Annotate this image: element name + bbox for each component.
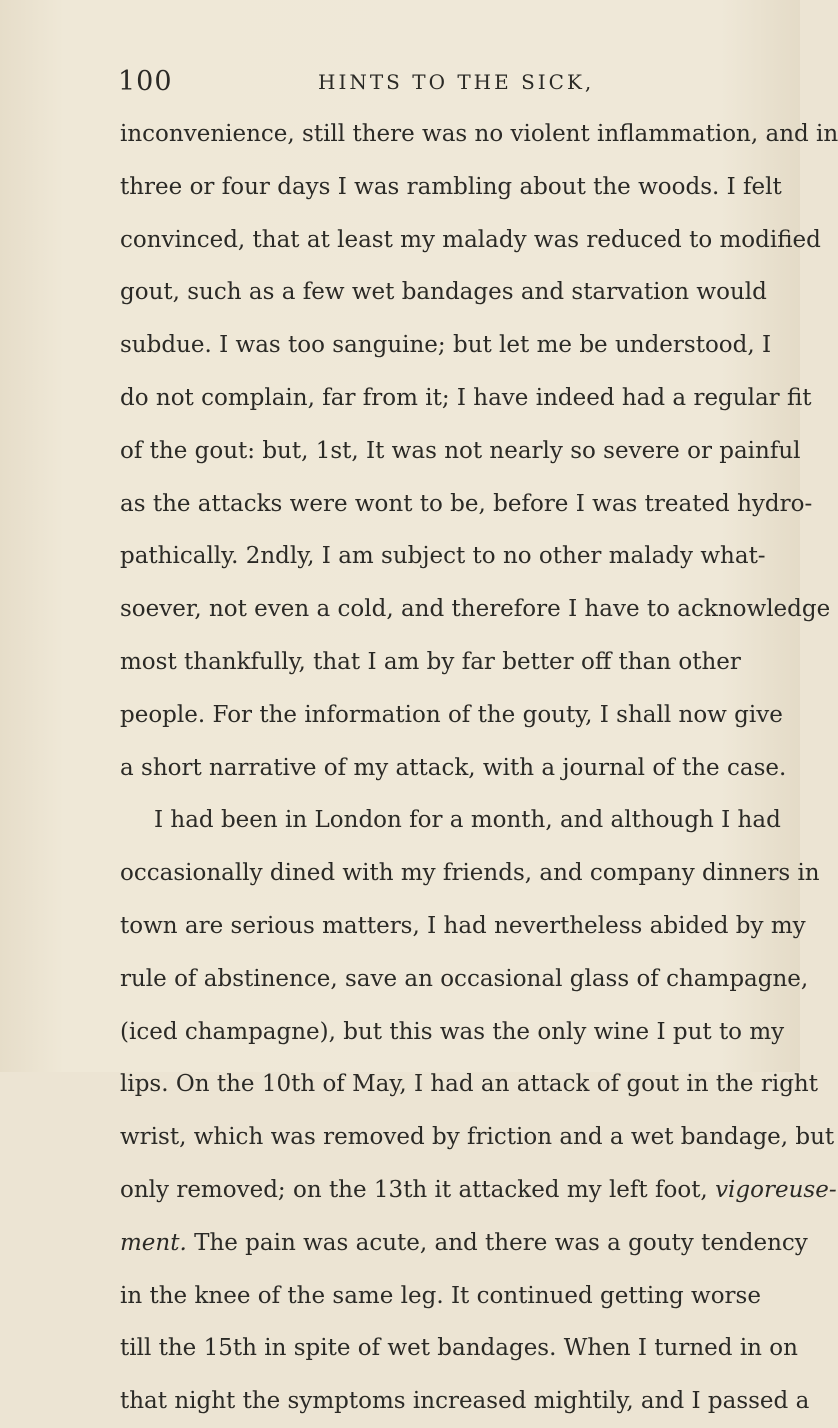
text-line: ment. The pain was acute, and there was a gouty tendency — [120, 1229, 808, 1256]
page-number: 100 — [118, 66, 173, 97]
text-line: most thankfully, that I am by far better off than other — [120, 648, 741, 675]
text-line: as the attacks were wont to be, before I was treated hydro- — [120, 490, 813, 517]
text-line: wrist, which was removed by friction and a wet bandage, but — [120, 1124, 835, 1151]
text-line: subdue. I was too sanguine; but let me be understood, I — [120, 332, 772, 359]
text-line: do not complain, far from it; I have indeed had a regular fit — [120, 384, 812, 411]
page-header — [118, 66, 718, 100]
text-line: rule of abstinence, save an occasional glass of champagne, — [120, 965, 809, 992]
text-line: occasionally dined with my friends, and company dinners in — [120, 860, 820, 887]
text-line: lips. On the 10th of May, I had an attack of gout in the right — [120, 1071, 818, 1098]
text-line: three or four days I was rambling about the woods. I felt — [120, 173, 782, 200]
text-line: pathically. 2ndly, I am subject to no other malady what- — [120, 543, 766, 570]
text-line-with-italic — [120, 1164, 837, 1217]
text-line: convinced, that at least my malady was reduced to modified — [120, 226, 821, 253]
body-text — [120, 108, 838, 1428]
text-segment: only removed; on the 13th it attacked my left foot, — [120, 1176, 708, 1203]
text-line: people. For the information of the gouty, I shall now give — [120, 701, 783, 728]
text-line: inconvenience, still there was no violent inflammation, and in — [120, 121, 838, 147]
text-line: (iced champagne), but this was the only wine I put to my — [120, 1018, 785, 1045]
text-line: of the gout: but, 1st, It was not nearly so severe or painful — [120, 437, 801, 464]
text-line: in the knee of the same leg. It continued getting worse — [120, 1282, 761, 1309]
text-line: till the 15th in spite of wet bandages. When I turned in on — [120, 1335, 798, 1362]
italic-word: ment. — [120, 1229, 187, 1256]
text-line: a short narrative of my attack, with a journal of the case. — [120, 754, 787, 781]
text-line: I had been in London for a month, and although I had — [154, 807, 781, 834]
italic-word: vigoreuse- — [715, 1176, 837, 1203]
text-line: gout, such as a few wet bandages and starvation would — [120, 279, 767, 306]
text-line: town are serious matters, I had nevertheless abided by my — [120, 912, 806, 939]
running-head: HINTS TO THE SICK, — [318, 70, 595, 94]
text-line: soever, not even a cold, and therefore I have to acknowledge — [120, 596, 831, 623]
text-line: that night the symptoms increased mightily, and I passed a — [120, 1388, 810, 1415]
